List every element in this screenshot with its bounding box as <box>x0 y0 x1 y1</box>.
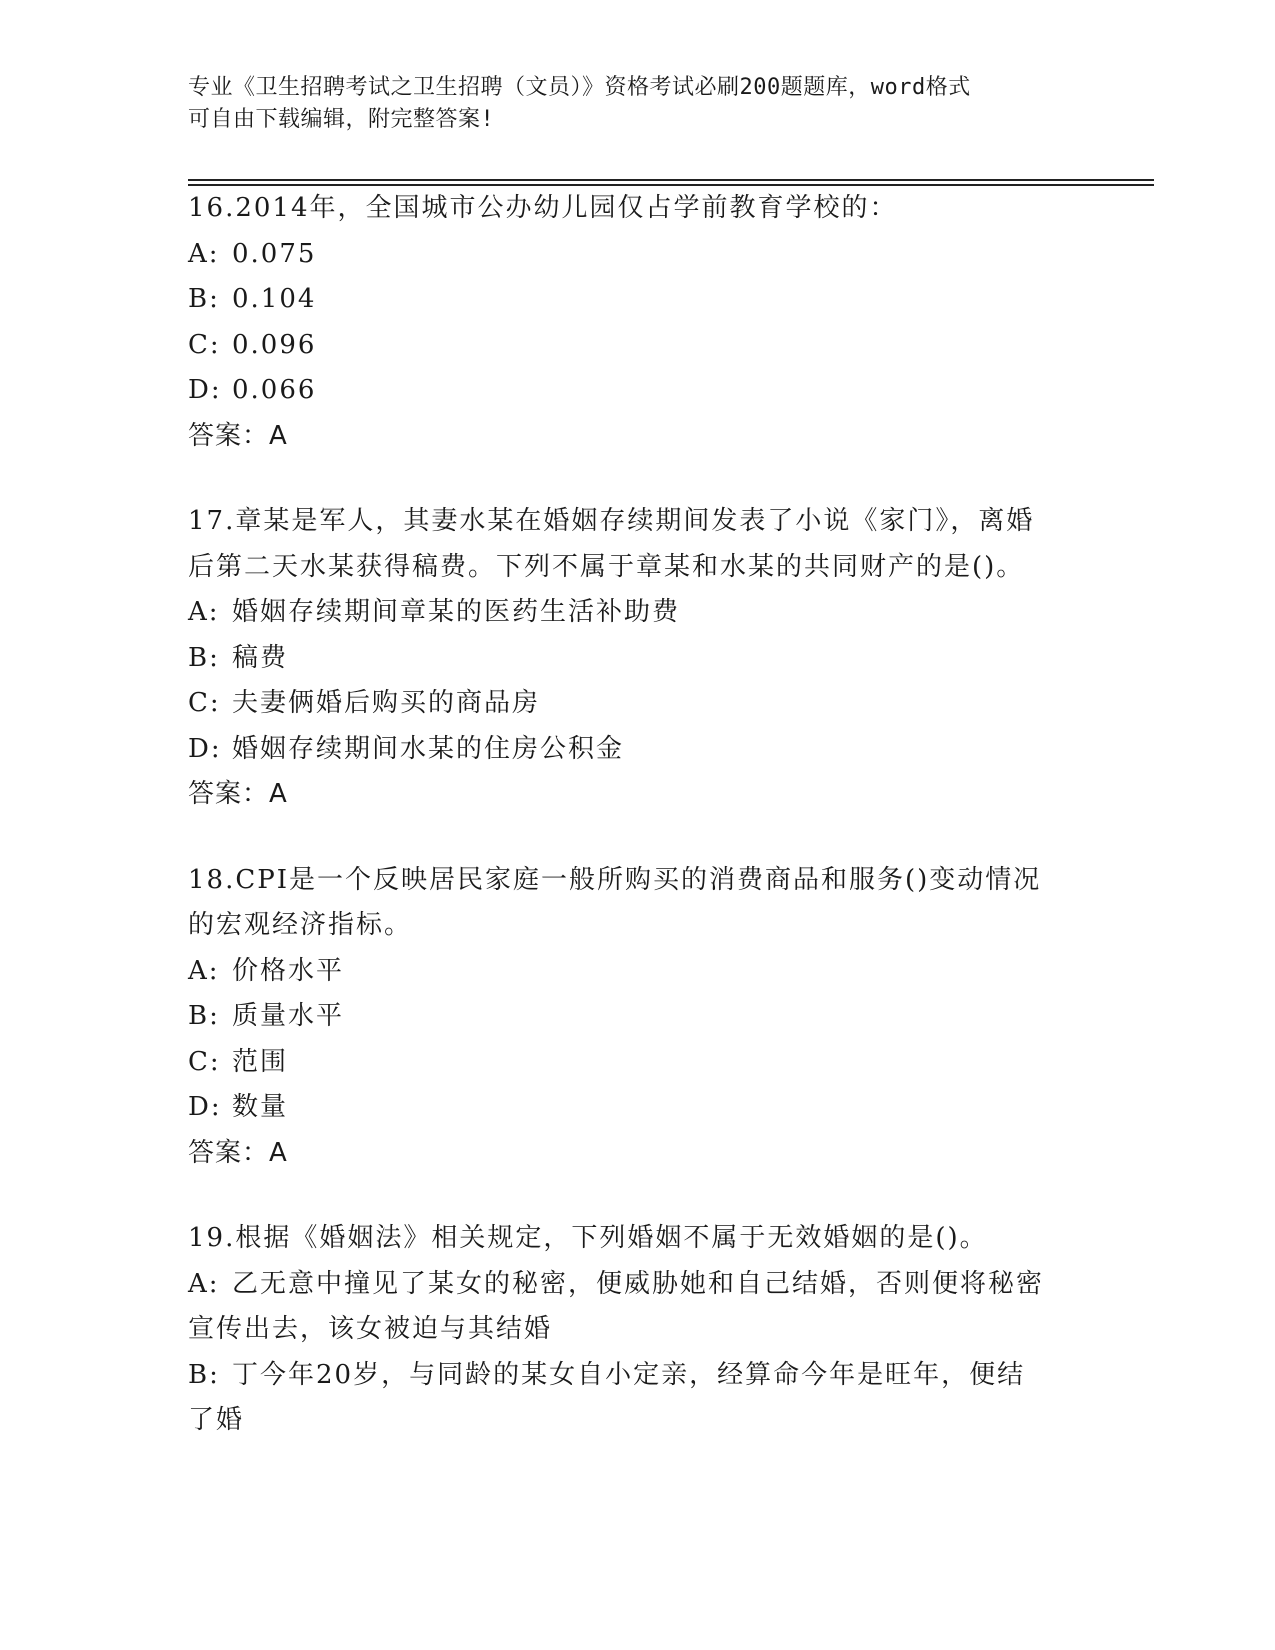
option-text: 0.066 <box>232 375 317 405</box>
option-text: 0.075 <box>232 238 317 269</box>
option-d <box>188 1085 1088 1131</box>
question-stem: 16.2014年，全国城市公办幼儿园仅占学前教育学校的： <box>188 193 898 223</box>
option-letter: A: <box>188 955 220 986</box>
option-d <box>188 368 1088 414</box>
header-line-2: 可自由下载编辑，附完整答案! <box>188 107 495 132</box>
document-header <box>188 72 1088 136</box>
option-letter: A: <box>188 597 220 627</box>
question-stem-continued: 的宏观经济指标。 <box>188 910 413 940</box>
option-text: 婚姻存续期间水某的住房公积金 <box>232 733 625 764</box>
question-list <box>188 186 1088 1484</box>
option-c <box>188 323 1088 369</box>
question-stem: 17.章某是军人，其妻水某在婚姻存续期间发表了小说《家门》，离婚 <box>188 506 1035 536</box>
answer-line: 答案：A <box>188 779 288 809</box>
header-rule-top <box>188 179 1154 181</box>
question-18 <box>188 858 1088 1177</box>
option-letter: B: <box>188 284 220 314</box>
option-a <box>188 232 1088 278</box>
option-letter: D: <box>188 1092 222 1122</box>
option-text: 婚姻存续期间章某的医药生活补助费 <box>232 597 681 627</box>
option-c <box>188 1040 1088 1086</box>
option-letter: D: <box>188 375 222 405</box>
option-b <box>188 277 1088 323</box>
option-letter: A: <box>188 238 220 269</box>
option-d <box>188 727 1088 773</box>
option-a <box>188 949 1088 995</box>
option-b <box>188 636 1088 682</box>
answer-line: 答案：A <box>188 1137 288 1168</box>
option-letter: C: <box>188 329 221 360</box>
option-a <box>188 590 1088 636</box>
option-letter: C: <box>188 1046 221 1077</box>
question-19 <box>188 1216 1088 1444</box>
option-text: 乙无意中撞见了某女的秘密，便威胁她和自己结婚，否则便将秘密 <box>232 1268 1045 1299</box>
option-c <box>188 681 1088 727</box>
question-16 <box>188 186 1088 459</box>
option-b <box>188 994 1088 1040</box>
option-letter: B: <box>188 1001 220 1031</box>
option-text: 范围 <box>232 1046 289 1077</box>
option-text: 数量 <box>232 1092 289 1122</box>
option-letter: B: <box>188 1359 220 1390</box>
option-b <box>188 1353 1088 1399</box>
option-text: 0.104 <box>232 284 317 314</box>
header-line-1: 专业《卫生招聘考试之卫生招聘（文员）》资格考试必刷200题题库，word格式 <box>188 75 971 100</box>
option-letter: A: <box>188 1268 220 1299</box>
option-letter: D: <box>188 733 222 764</box>
option-a <box>188 1262 1088 1308</box>
option-letter: C: <box>188 688 221 718</box>
question-stem: 18.CPI是一个反映居民家庭一般所购买的消费商品和服务()变动情况 <box>188 864 1042 895</box>
option-text: 0.096 <box>232 329 317 360</box>
question-stem-continued: 后第二天水某获得稿费。下列不属于章某和水某的共同财产的是()。 <box>188 551 1025 582</box>
question-17 <box>188 499 1088 818</box>
option-a-continued: 宣传出去，该女被迫与其结婚 <box>188 1314 553 1344</box>
option-letter: B: <box>188 642 220 673</box>
option-text: 质量水平 <box>232 1001 345 1031</box>
option-text: 价格水平 <box>232 955 345 986</box>
option-text: 稿费 <box>232 642 289 673</box>
option-text: 丁今年20岁，与同龄的某女自小定亲，经算命今年是旺年，便结 <box>232 1359 1026 1390</box>
option-text: 夫妻俩婚后购买的商品房 <box>232 688 541 718</box>
question-stem: 19.根据《婚姻法》相关规定，下列婚姻不属于无效婚姻的是()。 <box>188 1223 988 1253</box>
option-b-continued: 了婚 <box>188 1405 245 1435</box>
answer-line: 答案：A <box>188 420 288 451</box>
